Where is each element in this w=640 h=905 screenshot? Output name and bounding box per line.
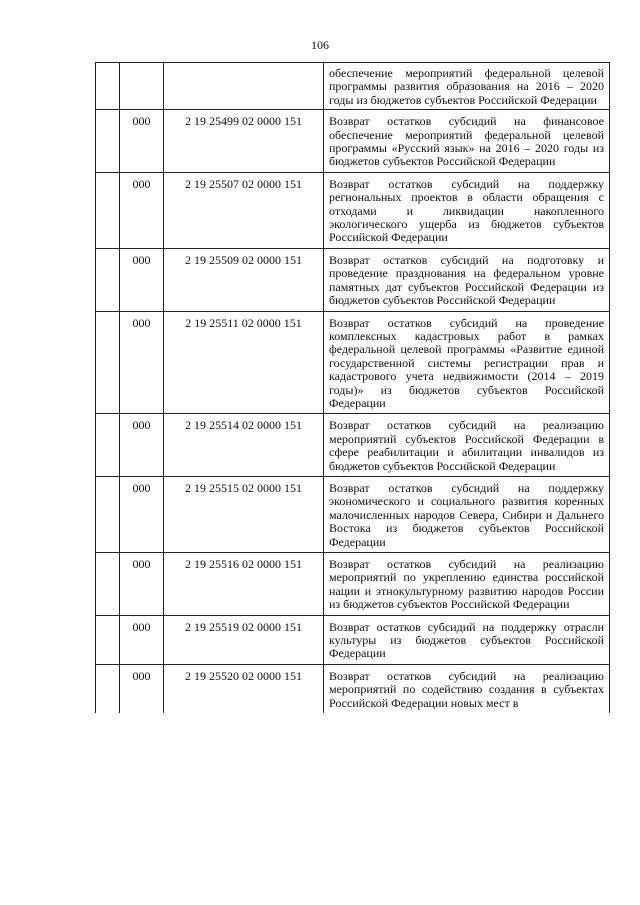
- kbk-code-cell: 2 19 25516 02 0000 151: [164, 553, 324, 616]
- table-row: [96, 311, 610, 414]
- kbk-code-cell: 2 19 25507 02 0000 151: [164, 172, 324, 248]
- table-row: [96, 476, 610, 552]
- income-name-cell: Возврат остатков субсидий на поддержку отрасли культуры из бюджетов субъектов Российской Федерации: [324, 615, 610, 664]
- empty-cell: [96, 110, 120, 173]
- admin-code-cell: 000: [120, 110, 164, 173]
- income-name-cell: Возврат остатков субсидий на подготовку и проведение празднования на федеральном уровне памятных дат субъектов Российской Федерации из бюджетов субъектов Российской Федерации: [324, 248, 610, 311]
- table-row: [96, 248, 610, 311]
- admin-code-cell: 000: [120, 664, 164, 713]
- admin-code-cell: 000: [120, 553, 164, 616]
- empty-cell: [96, 615, 120, 664]
- empty-cell: [96, 476, 120, 552]
- kbk-code-cell: 2 19 25514 02 0000 151: [164, 414, 324, 477]
- empty-cell: [96, 664, 120, 713]
- empty-cell: [96, 63, 120, 110]
- empty-cell: [96, 553, 120, 616]
- income-name-cell: Возврат остатков субсидий на финансовое обеспечение мероприятий федеральной целевой программы «Русский язык» на 2016 – 2020 годы из бюджетов субъектов Российской Федерации: [324, 110, 610, 173]
- admin-code-cell: 000: [120, 172, 164, 248]
- admin-code-cell: [120, 63, 164, 110]
- kbk-code-cell: 2 19 25499 02 0000 151: [164, 110, 324, 173]
- income-name-cell: Возврат остатков субсидий на поддержку региональных проектов в области обращения с отходами и ликвидации накопленного экологического ущерба из бюджетов субъектов Российской Федерации: [324, 172, 610, 248]
- table-row: [96, 615, 610, 664]
- table-row: [96, 553, 610, 616]
- kbk-code-cell: 2 19 25519 02 0000 151: [164, 615, 324, 664]
- kbk-code-cell: 2 19 25520 02 0000 151: [164, 664, 324, 713]
- admin-code-cell: 000: [120, 615, 164, 664]
- table-row: [96, 414, 610, 477]
- admin-code-cell: 000: [120, 476, 164, 552]
- income-name-cell: Возврат остатков субсидий на реализацию мероприятий по содействию создания в субъектах Российской Федерации новых мест в: [324, 664, 610, 713]
- table-row: [96, 63, 610, 110]
- admin-code-cell: 000: [120, 311, 164, 414]
- page-number: 106: [311, 38, 329, 52]
- empty-cell: [96, 248, 120, 311]
- table-row: [96, 664, 610, 713]
- income-name-cell: обеспечение мероприятий федеральной целевой программы развития образования на 2016 – 2020 годы из бюджетов субъектов Российской Федерации: [324, 63, 610, 110]
- admin-code-cell: 000: [120, 414, 164, 477]
- table-row: [96, 110, 610, 173]
- admin-code-cell: 000: [120, 248, 164, 311]
- kbk-code-cell: 2 19 25511 02 0000 151: [164, 311, 324, 414]
- income-name-cell: Возврат остатков субсидий на поддержку экономического и социального развития коренных малочисленных народов Севера, Сибири и Дальнего Востока из бюджетов субъектов Российской Федерации: [324, 476, 610, 552]
- table-row: [96, 172, 610, 248]
- kbk-code-cell: 2 19 25515 02 0000 151: [164, 476, 324, 552]
- empty-cell: [96, 311, 120, 414]
- kbk-code-cell: 2 19 25509 02 0000 151: [164, 248, 324, 311]
- kbk-code-cell: [164, 63, 324, 110]
- empty-cell: [96, 414, 120, 477]
- income-name-cell: Возврат остатков субсидий на реализацию мероприятий по укреплению единства российской нации и этнокультурному развитию народов России из бюджетов субъектов Российской Федерации: [324, 553, 610, 616]
- income-name-cell: Возврат остатков субсидий на реализацию мероприятий субъектов Российской Федерации в сфере реабилитации и абилитации инвалидов из бюджетов субъектов Российской Федерации: [324, 414, 610, 477]
- budget-classification-table: [95, 62, 610, 713]
- income-name-cell: Возврат остатков субсидий на проведение комплексных кадастровых работ в рамках федеральной целевой программы «Развитие единой государственной системы регистрации прав и кадастрового учета недвижимости (2014 – 2019 годы)» из бюджетов субъектов Российской Федерации: [324, 311, 610, 414]
- empty-cell: [96, 172, 120, 248]
